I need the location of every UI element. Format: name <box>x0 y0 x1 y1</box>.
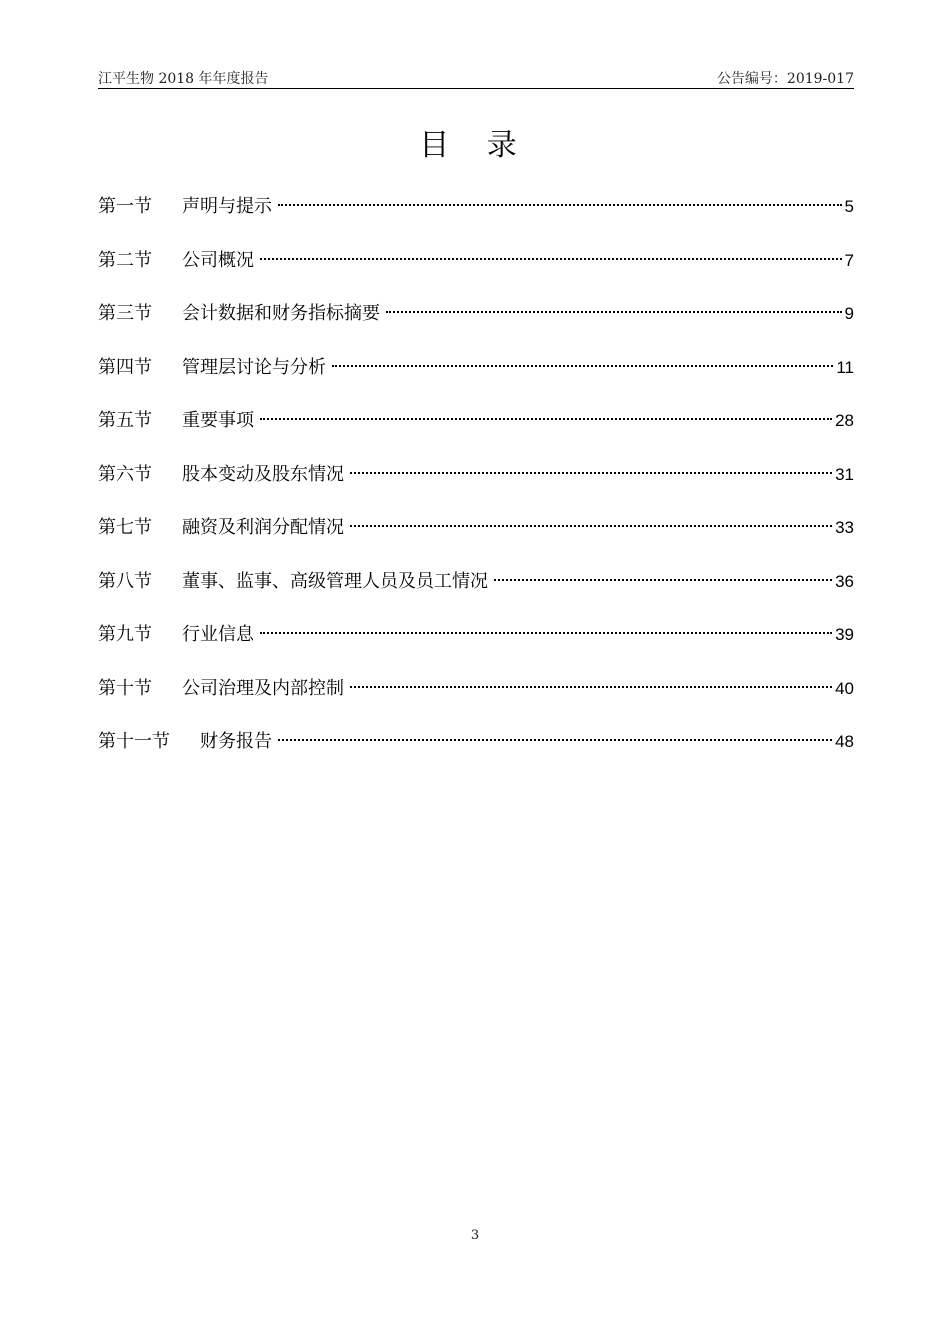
toc-entry-7[interactable] <box>98 511 854 545</box>
toc-entry-5[interactable] <box>98 404 854 438</box>
toc-page-number: 33 <box>835 518 854 537</box>
toc-leader-dots <box>386 310 842 313</box>
toc-entry-8[interactable] <box>98 565 854 599</box>
toc-section-label: 第六节 <box>98 463 152 485</box>
toc-entry-10[interactable] <box>98 672 854 706</box>
toc-leader-dots <box>494 578 832 581</box>
toc-section-label: 第八节 <box>98 570 152 592</box>
toc-entry-6[interactable] <box>98 458 854 492</box>
toc-section-label: 第一节 <box>98 196 152 217</box>
toc-leader-dots <box>260 417 832 420</box>
toc-leader-dots <box>332 364 833 367</box>
toc-entry-title: 股本变动及股东情况 <box>182 463 344 485</box>
toc-page-number: 7 <box>844 250 854 270</box>
toc-entry-title: 公司概况 <box>182 249 254 271</box>
toc-page-number: 5 <box>844 197 854 216</box>
report-title-header: 江平生物 2018 年年度报告 <box>98 71 269 87</box>
toc-entry-2[interactable] <box>98 244 854 278</box>
toc-page-number: 48 <box>835 732 854 751</box>
toc-page-number: 39 <box>835 625 854 644</box>
toc-entry-4[interactable] <box>98 351 854 385</box>
toc-title: 目 录 <box>419 128 531 163</box>
toc-page-number: 28 <box>835 411 854 430</box>
toc-entry-title: 声明与提示 <box>182 196 272 217</box>
toc-entry-11[interactable] <box>98 725 854 759</box>
toc-section-label: 第四节 <box>98 356 152 378</box>
toc-entry-title: 重要事项 <box>182 410 254 431</box>
toc-entry-title: 董事、监事、高级管理人员及员工情况 <box>182 570 488 592</box>
toc-leader-dots <box>278 738 832 741</box>
toc-page-number: 40 <box>835 678 854 698</box>
toc-entry-title: 行业信息 <box>182 624 254 645</box>
toc-entry-title: 管理层讨论与分析 <box>182 356 326 378</box>
page-header <box>98 66 854 88</box>
toc-section-label: 第九节 <box>98 624 152 645</box>
toc-entry-title: 融资及利润分配情况 <box>182 517 344 538</box>
toc-page-number: 36 <box>835 571 854 591</box>
toc-entry-9[interactable] <box>98 618 854 652</box>
toc-page-number: 11 <box>836 357 854 377</box>
toc-section-label: 第五节 <box>98 410 152 431</box>
announcement-number: 公告编号：2019-017 <box>716 71 854 87</box>
toc-leader-dots <box>260 631 832 634</box>
toc-entry-3[interactable] <box>98 297 854 331</box>
toc-entry-title: 财务报告 <box>200 731 272 752</box>
header-divider <box>98 88 854 89</box>
toc-entry-title: 公司治理及内部控制 <box>182 677 344 699</box>
toc-page-number: 31 <box>835 464 854 484</box>
toc-section-label: 第二节 <box>98 249 152 271</box>
toc-leader-dots <box>260 257 842 260</box>
toc-leader-dots <box>350 524 832 527</box>
page-number: 3 <box>470 1228 480 1243</box>
toc-leader-dots <box>350 471 832 474</box>
toc-section-label: 第十一节 <box>98 731 170 752</box>
toc-page-number: 9 <box>844 304 854 323</box>
toc-section-label: 第三节 <box>98 303 152 324</box>
toc-section-label: 第七节 <box>98 517 152 538</box>
toc-leader-dots <box>278 203 842 206</box>
toc-entry-title: 会计数据和财务指标摘要 <box>182 303 380 324</box>
toc-entry-1[interactable] <box>98 190 854 224</box>
toc-section-label: 第十节 <box>98 677 152 699</box>
toc-leader-dots <box>350 685 832 688</box>
